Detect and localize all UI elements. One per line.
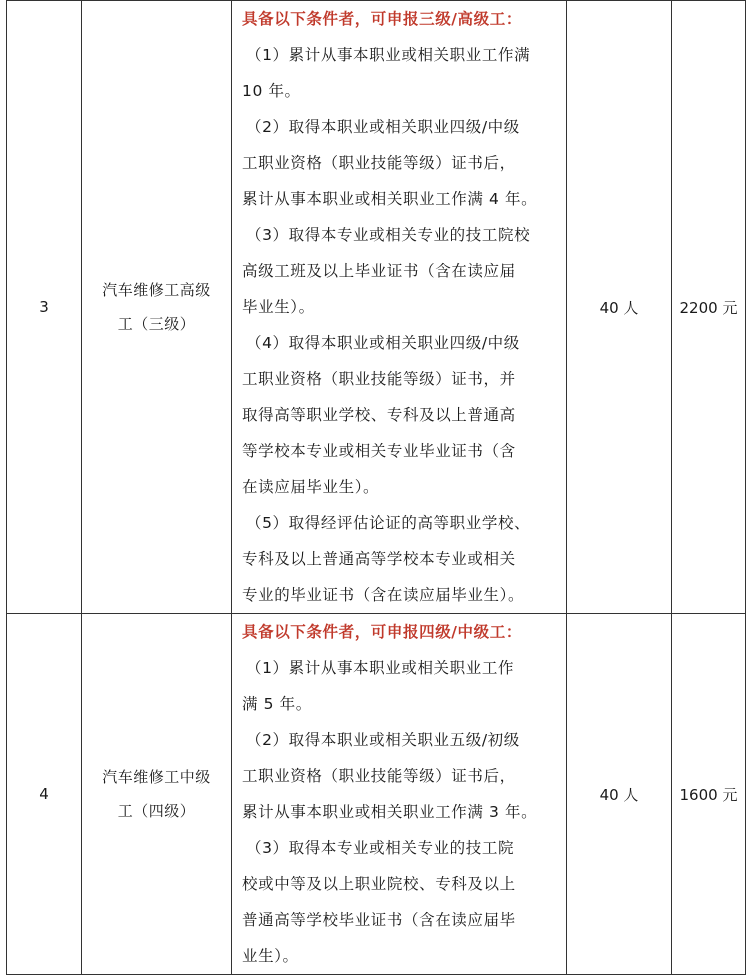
requirement-line: 工职业资格（职业技能等级）证书，并 bbox=[242, 370, 516, 388]
requirement-line: 累计从事本职业或相关职业工作满 3 年。 bbox=[242, 803, 538, 821]
requirement-line: 取得高等职业学校、专科及以上普通高 bbox=[242, 406, 516, 424]
requirement-line: （4）取得本职业或相关职业四级/中级 bbox=[246, 334, 520, 352]
quota-count: 40 人 bbox=[567, 1, 672, 614]
requirement-line: 高级工班及以上毕业证书（含在读应届 bbox=[242, 262, 516, 280]
requirement-line: （3）取得本专业或相关专业的技工院校 bbox=[246, 226, 531, 244]
requirements-table bbox=[6, 0, 746, 975]
requirement-line: 专科及以上普通高等学校本专业或相关 bbox=[242, 550, 516, 568]
requirement-line: 等学校本专业或相关专业毕业证书（含 bbox=[242, 442, 516, 460]
requirement-line: 10 年。 bbox=[242, 82, 301, 100]
requirements-cell bbox=[232, 614, 567, 975]
requirement-line: 业生）。 bbox=[242, 947, 299, 965]
job-title: 汽车维修工中级工（四级） bbox=[82, 614, 232, 975]
requirement-line: 累计从事本职业或相关职业工作满 4 年。 bbox=[242, 190, 538, 208]
requirement-line: 普通高等学校毕业证书（含在读应届毕 bbox=[242, 911, 516, 929]
requirement-line: 校或中等及以上职业院校、专科及以上 bbox=[242, 875, 516, 893]
requirements-header: 具备以下条件者，可申报四级/中级工： bbox=[242, 623, 522, 641]
requirement-line: （2）取得本职业或相关职业五级/初级 bbox=[246, 731, 520, 749]
requirements-cell bbox=[232, 1, 567, 614]
requirement-line: （1）累计从事本职业或相关职业工作 bbox=[246, 659, 515, 677]
row-number: 3 bbox=[7, 1, 82, 614]
requirement-line: 工职业资格（职业技能等级）证书后， bbox=[242, 767, 516, 785]
row-number: 4 bbox=[7, 614, 82, 975]
requirement-line: （1）累计从事本职业或相关职业工作满 bbox=[246, 46, 531, 64]
requirement-line: 专业的毕业证书（含在读应届毕业生）。 bbox=[242, 586, 525, 604]
requirement-line: 满 5 年。 bbox=[242, 695, 312, 713]
requirement-line: （5）取得经评估论证的高等职业学校、 bbox=[246, 514, 531, 532]
requirement-line: 毕业生）。 bbox=[242, 298, 315, 316]
requirement-line: 工职业资格（职业技能等级）证书后， bbox=[242, 154, 516, 172]
requirement-line: 在读应届毕业生）。 bbox=[242, 478, 380, 496]
job-title: 汽车维修工高级工（三级） bbox=[82, 1, 232, 614]
requirement-line: （3）取得本专业或相关专业的技工院 bbox=[246, 839, 515, 857]
fee-amount: 1600 元 bbox=[672, 614, 746, 975]
table-row bbox=[7, 1, 746, 614]
fee-amount: 2200 元 bbox=[672, 1, 746, 614]
table-row bbox=[7, 614, 746, 975]
quota-count: 40 人 bbox=[567, 614, 672, 975]
requirement-line: （2）取得本职业或相关职业四级/中级 bbox=[246, 118, 520, 136]
requirements-header: 具备以下条件者，可申报三级/高级工： bbox=[242, 10, 522, 28]
